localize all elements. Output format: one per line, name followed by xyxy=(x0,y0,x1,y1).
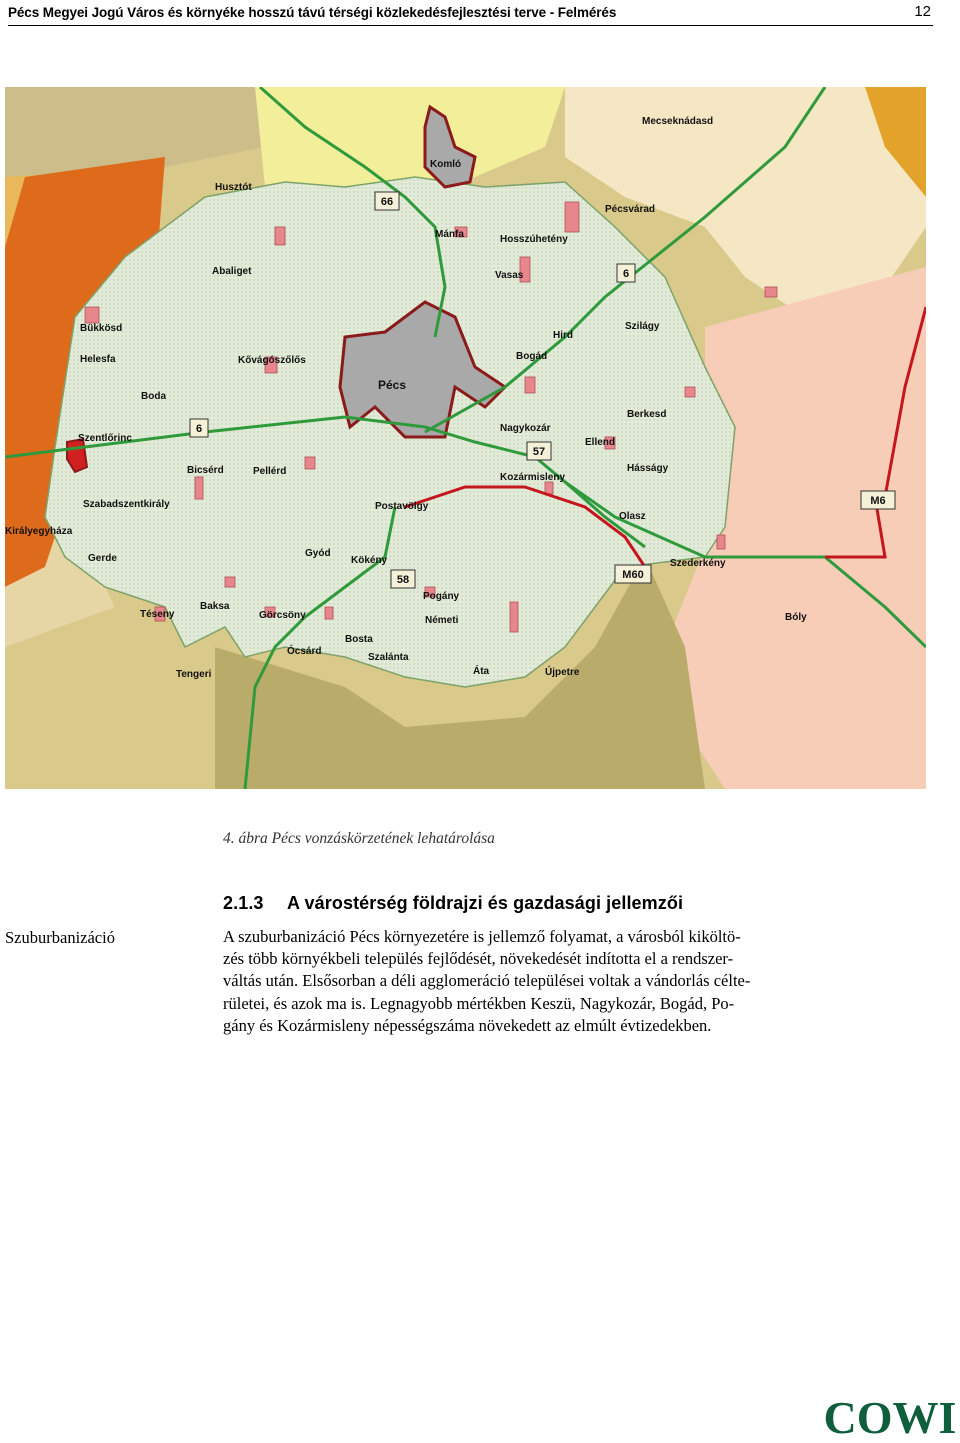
settlement-label: Kővágószőlős xyxy=(238,355,306,366)
settlement-label: Pogány xyxy=(423,591,460,602)
section-heading xyxy=(223,893,683,914)
road-m60-label: M60 xyxy=(622,569,644,581)
settlement-label: Téseny xyxy=(140,609,175,620)
document-title: Pécs Megyei Jogú Város és környéke hosszú távú térségi közlekedésfejlesztési terve - Felmérés xyxy=(8,5,617,20)
settlement-label: Boda xyxy=(141,391,166,402)
settlement-label: Kozármisleny xyxy=(500,472,566,483)
header-divider xyxy=(8,25,933,26)
settlement-label: Újpetre xyxy=(545,667,580,678)
settlement-label: Szalánta xyxy=(368,652,409,663)
settlement-label: Hosszúhetény xyxy=(500,234,568,245)
page-header xyxy=(8,3,933,23)
map-canvas xyxy=(5,87,926,789)
settlement-label: Postavölgy xyxy=(375,501,429,512)
settlement-label: Királyegyháza xyxy=(5,526,73,537)
settlement-label: Bicsérd xyxy=(187,465,224,476)
settlement-label: Mánfa xyxy=(435,229,464,240)
settlement-label: Helesfa xyxy=(80,354,116,365)
cowi-logo-graphic xyxy=(822,1393,958,1437)
body-line: gány és Kozármisleny népességszáma növekedett az elmúlt évtizedekben. xyxy=(223,1015,712,1035)
settlement-label: Szilágy xyxy=(625,321,660,332)
settlement-label: Szentlőrinc xyxy=(78,433,132,444)
settlement-label: Ócsárd xyxy=(287,646,322,657)
settlement-label: Husztót xyxy=(215,182,252,193)
settlement-label: Németi xyxy=(425,615,459,626)
settlement-label: Bogád xyxy=(516,351,548,362)
settlement-label: Vasas xyxy=(495,270,524,281)
settlement-label: Bükkösd xyxy=(80,323,123,334)
settlement-label: Pellérd xyxy=(253,466,287,477)
margin-label: Szuburbanizáció xyxy=(5,928,115,947)
road-57-label: 57 xyxy=(532,446,546,458)
logo-text: COWI xyxy=(823,1393,957,1437)
road-66-label: 66 xyxy=(380,196,394,208)
settlement-label: Hásságy xyxy=(627,463,669,474)
road-m6-label: M6 xyxy=(870,495,886,507)
region-map xyxy=(5,87,926,789)
settlement-label: Hird xyxy=(553,330,573,341)
settlement-label: Mecseknádasd xyxy=(642,116,714,127)
settlement-label: Abaliget xyxy=(212,266,252,277)
settlement-label: Szabadszentkirály xyxy=(83,499,170,510)
road-6-west-label: 6 xyxy=(195,423,203,435)
body-line: váltás után. Elsősorban a déli agglomeráció települései voltak a vándorlás célte- xyxy=(223,971,751,991)
settlement-label: Szederkény xyxy=(670,558,726,569)
section-title: A várostérség földrajzi és gazdasági jellemzői xyxy=(287,893,684,913)
settlement-label: Pécsvárad xyxy=(605,204,656,215)
settlement-label: Baksa xyxy=(200,601,230,612)
road-6-east-label: 6 xyxy=(622,268,630,280)
settlement-label: Bosta xyxy=(345,634,373,645)
settlement-label: Áta xyxy=(473,666,490,677)
settlement-label: Nagykozár xyxy=(500,423,551,434)
settlement-label: Kökény xyxy=(351,555,388,566)
road-58-label: 58 xyxy=(396,574,410,586)
settlement-label: Görcsöny xyxy=(259,610,306,621)
settlement-label: Gyód xyxy=(305,548,331,559)
body-line: A szuburbanizáció Pécs környezetére is jellemző folyamat, a városból kiköltö- xyxy=(223,927,741,946)
settlement-label: Berkesd xyxy=(627,409,667,420)
section-number: 2.1.3 xyxy=(223,893,264,913)
settlement-label: Gerde xyxy=(88,553,117,564)
settlement-label: Ellend xyxy=(585,437,616,448)
figure-caption: 4. ábra Pécs vonzáskörzetének lehatárolása xyxy=(223,830,495,847)
body-line: rületei, és azok ma is. Legnagyobb mértékben Keszü, Nagykozár, Bogád, Po- xyxy=(223,993,735,1013)
settlement-label: Bóly xyxy=(785,612,807,623)
settlement-label: Pécs xyxy=(378,378,407,392)
settlement-label: Komló xyxy=(430,159,462,170)
settlement-label: Tengeri xyxy=(176,669,212,680)
settlement-label: Olasz xyxy=(619,511,646,522)
page-number: 12 xyxy=(914,3,931,20)
cowi-logo xyxy=(822,1393,958,1437)
body-line: zés több környékbeli település fejlődését, növekedését indította el a rendszer- xyxy=(223,949,734,969)
body-paragraph xyxy=(223,926,928,1037)
